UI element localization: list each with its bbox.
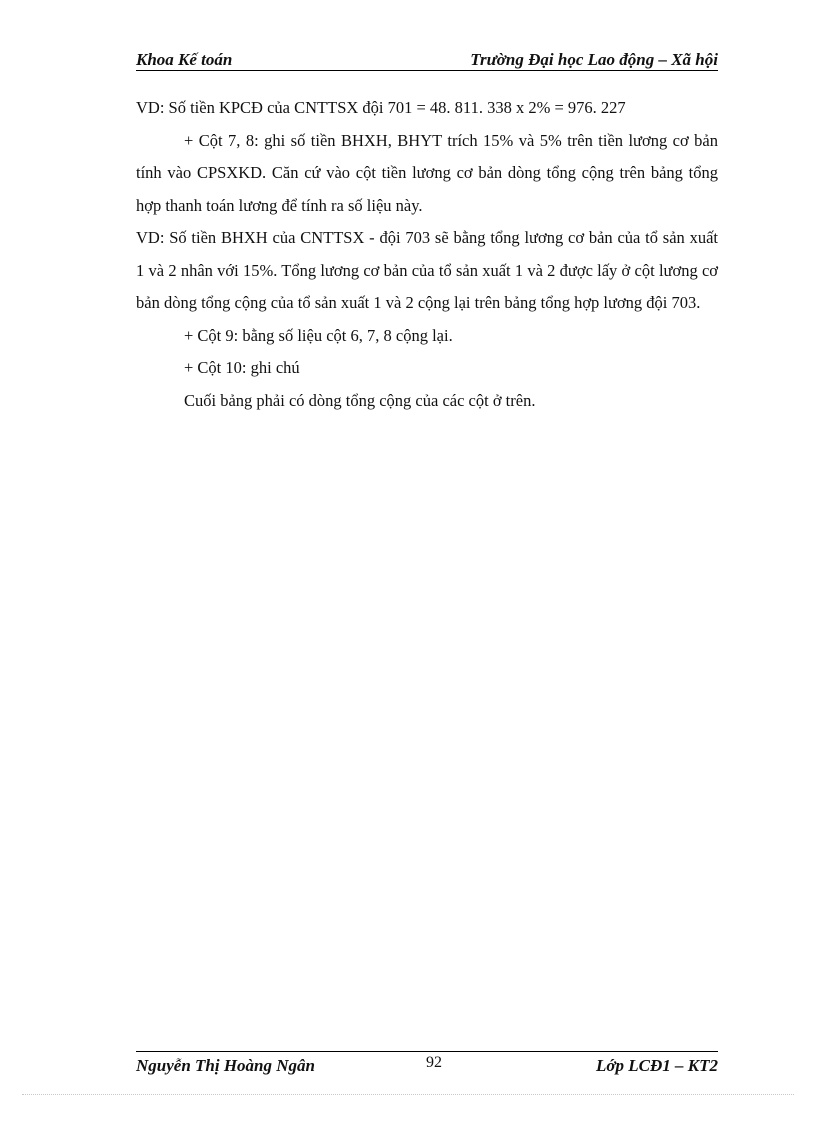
page-edge-divider	[22, 1094, 794, 1095]
footer-class: Lớp LCĐ1 – KT2	[596, 1056, 718, 1075]
paragraph-total-row: Cuối bảng phải có dòng tổng cộng của các cột ở trên.	[184, 390, 536, 410]
footer-author: Nguyễn Thị Hoàng Ngân	[136, 1056, 315, 1075]
header-faculty: Khoa Kế toán	[136, 50, 233, 69]
paragraph-column-9: + Cột 9: bằng số liệu cột 6, 7, 8 cộng lại.	[184, 325, 453, 345]
body-text	[136, 92, 718, 417]
header-university: Trường Đại học Lao động – Xã hội	[470, 50, 718, 69]
paragraph-column-7-8: + Cột 7, 8: ghi số tiền BHXH, BHYT trích 15% và 5% trên tiền lương cơ bản tính vào CPSXKD. Căn cứ vào cột tiền lương cơ bản dòng tổng cộng trên bảng tổng hợp thanh toán lương để tính ra số liệu này.	[136, 130, 718, 215]
page-footer	[136, 1051, 718, 1076]
page-header	[136, 50, 718, 71]
page-number: 92	[426, 1054, 442, 1071]
paragraph-example-kpcd: VD: Số tiền KPCĐ của CNTTSX đội 701 = 48. 811. 338 x 2% = 976. 227	[136, 98, 626, 117]
paragraph-example-bhxh: VD: Số tiền BHXH của CNTTSX - đội 703 sẽ bằng tổng lương cơ bản của tổ sản xuất 1 và 2 nhân với 15%. Tổng lương cơ bản của tổ sản xuất 1 và 2 được lấy ở cột lương cơ bản dòng tổng cộng của tổ sản xuất 1 và 2 cộng lại trên bảng tổng hợp lương đội 703.	[136, 228, 718, 312]
paragraph-column-10: + Cột 10: ghi chú	[184, 358, 300, 377]
